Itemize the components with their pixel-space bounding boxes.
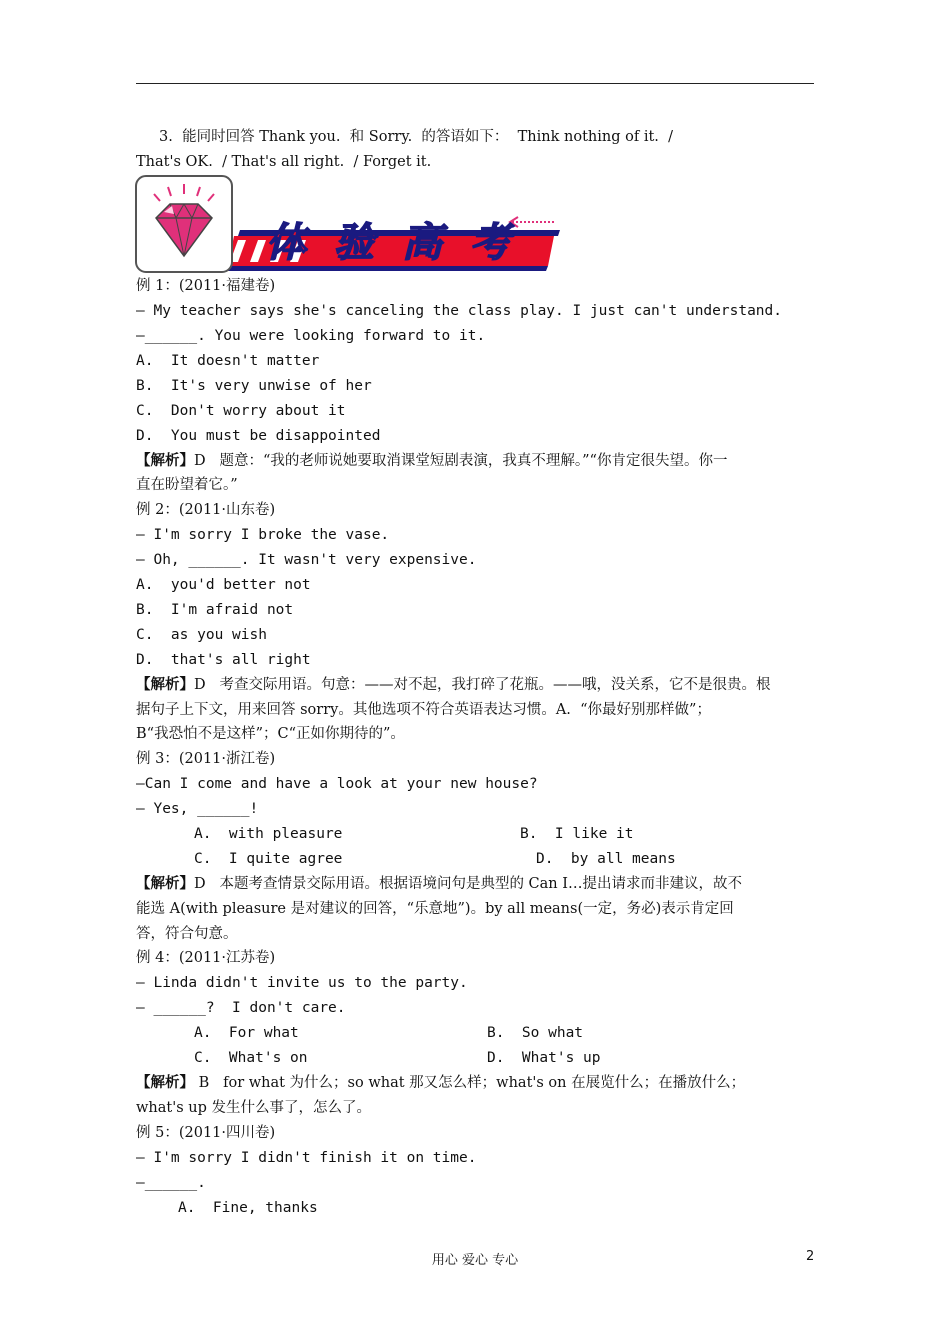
analysis-tag: 【解析】: [136, 876, 194, 892]
ex2-option-c: C. as you wish: [136, 627, 267, 643]
ex4-question-2: — ______? I don't care.: [136, 1000, 346, 1016]
ex2-question-2: — Oh, ______. It wasn't very expensive.: [136, 552, 477, 568]
ex4-head: 例 4：(2011·江苏卷): [136, 950, 276, 966]
ex1-explanation-1: [136, 451, 727, 471]
banner-title: 体验高考: [266, 220, 538, 266]
ex2-explanation-1: [136, 675, 770, 695]
ex4-option-b: B. So what: [487, 1025, 584, 1041]
analysis-tag: 【解析】: [136, 1075, 194, 1091]
ex1-explanation-text: D 题意：“我的老师说她要取消课堂短剧表演，我真不理解。”“你肯定很失望。你一: [194, 453, 728, 469]
ex4-question-1: — Linda didn't invite us to the party.: [136, 975, 468, 991]
ex4-explanation-2: what's up 发生什么事了，怎么了。: [136, 1100, 371, 1116]
ex4-option-d: D. What's up: [487, 1050, 601, 1066]
ex4-option-c: C. What's on: [194, 1050, 308, 1066]
ex3-explanation-text: D 本题考查情景交际用语。根据语境问句是典型的 Can I…提出请求而非建议，故不: [194, 876, 742, 892]
ex5-option-a: A. Fine, thanks: [178, 1200, 318, 1216]
ex3-option-c: C. I quite agree: [194, 851, 343, 867]
ex5-head: 例 5：(2011·四川卷): [136, 1125, 276, 1141]
ex3-head: 例 3：(2011·浙江卷): [136, 751, 276, 767]
ex5-question-2: —______.: [136, 1175, 206, 1191]
ex1-option-b: B. It's very unwise of her: [136, 378, 372, 394]
ex3-explanation-1: [136, 874, 742, 894]
exam-experience-banner: [134, 174, 564, 274]
ex3-explanation-2: 能选 A(with pleasure 是对建议的回答，“乐意地”)。by all means(一定，务必)表示肯定回: [136, 901, 734, 917]
intro-line-1: 3. 能同时回答 Thank you. 和 Sorry. 的答语如下： Think nothing of it. /: [136, 129, 673, 145]
footer-text: 用心 爱心 专心: [431, 1253, 519, 1268]
ex2-option-b: B. I'm afraid not: [136, 602, 294, 618]
ex1-question-1: — My teacher says she's canceling the class play. I just can't understand.: [136, 303, 783, 319]
ex3-explanation-3: 答，符合句意。: [136, 926, 238, 942]
ex4-option-a: A. For what: [194, 1025, 299, 1041]
ex3-question-2: — Yes, ______!: [136, 801, 259, 817]
ex1-head: 例 1：(2011·福建卷): [136, 278, 276, 294]
analysis-tag: 【解析】: [136, 453, 194, 469]
ex1-option-d: D. You must be disappointed: [136, 428, 381, 444]
ex3-option-d: D. by all means: [536, 851, 676, 867]
ex1-option-c: C. Don't worry about it: [136, 403, 346, 419]
ex2-explanation-3: B“我恐怕不是这样”；C“正如你期待的”。: [136, 726, 405, 742]
ex2-option-a: A. you'd better not: [136, 577, 311, 593]
ex2-question-1: — I'm sorry I broke the vase.: [136, 527, 390, 543]
ex1-option-a: A. It doesn't matter: [136, 353, 320, 369]
ex2-explanation-text: D 考查交际用语。句意：——对不起，我打碎了花瓶。——哦，没关系，它不是很贵。根: [194, 677, 771, 693]
ex4-explanation-1: [136, 1073, 745, 1093]
intro-line-2: That's OK. / That's all right. / Forget it.: [136, 154, 432, 170]
ex2-head: 例 2：(2011·山东卷): [136, 502, 276, 518]
ex1-explanation-2: 直在盼望着它。”: [136, 477, 238, 493]
analysis-tag: 【解析】: [136, 677, 194, 693]
ex3-option-b: B. I like it: [520, 826, 634, 842]
page-number: 2: [806, 1249, 815, 1264]
ex1-question-2: —______. You were looking forward to it.: [136, 328, 486, 344]
ex2-explanation-2: 据句子上下文，用来回答 sorry。其他选项不符合英语表达习惯。A. “你最好别那样做”；: [136, 702, 711, 718]
ex3-option-a: A. with pleasure: [194, 826, 343, 842]
ex4-explanation-text: B for what 为什么；so what 那又怎么样；what's on 在展览什么；在播放什么；: [194, 1075, 746, 1091]
ex5-question-1: — I'm sorry I didn't finish it on time.: [136, 1150, 477, 1166]
ex2-option-d: D. that's all right: [136, 652, 311, 668]
ex3-question-1: —Can I come and have a look at your new house?: [136, 776, 538, 792]
header-rule: [136, 83, 814, 84]
